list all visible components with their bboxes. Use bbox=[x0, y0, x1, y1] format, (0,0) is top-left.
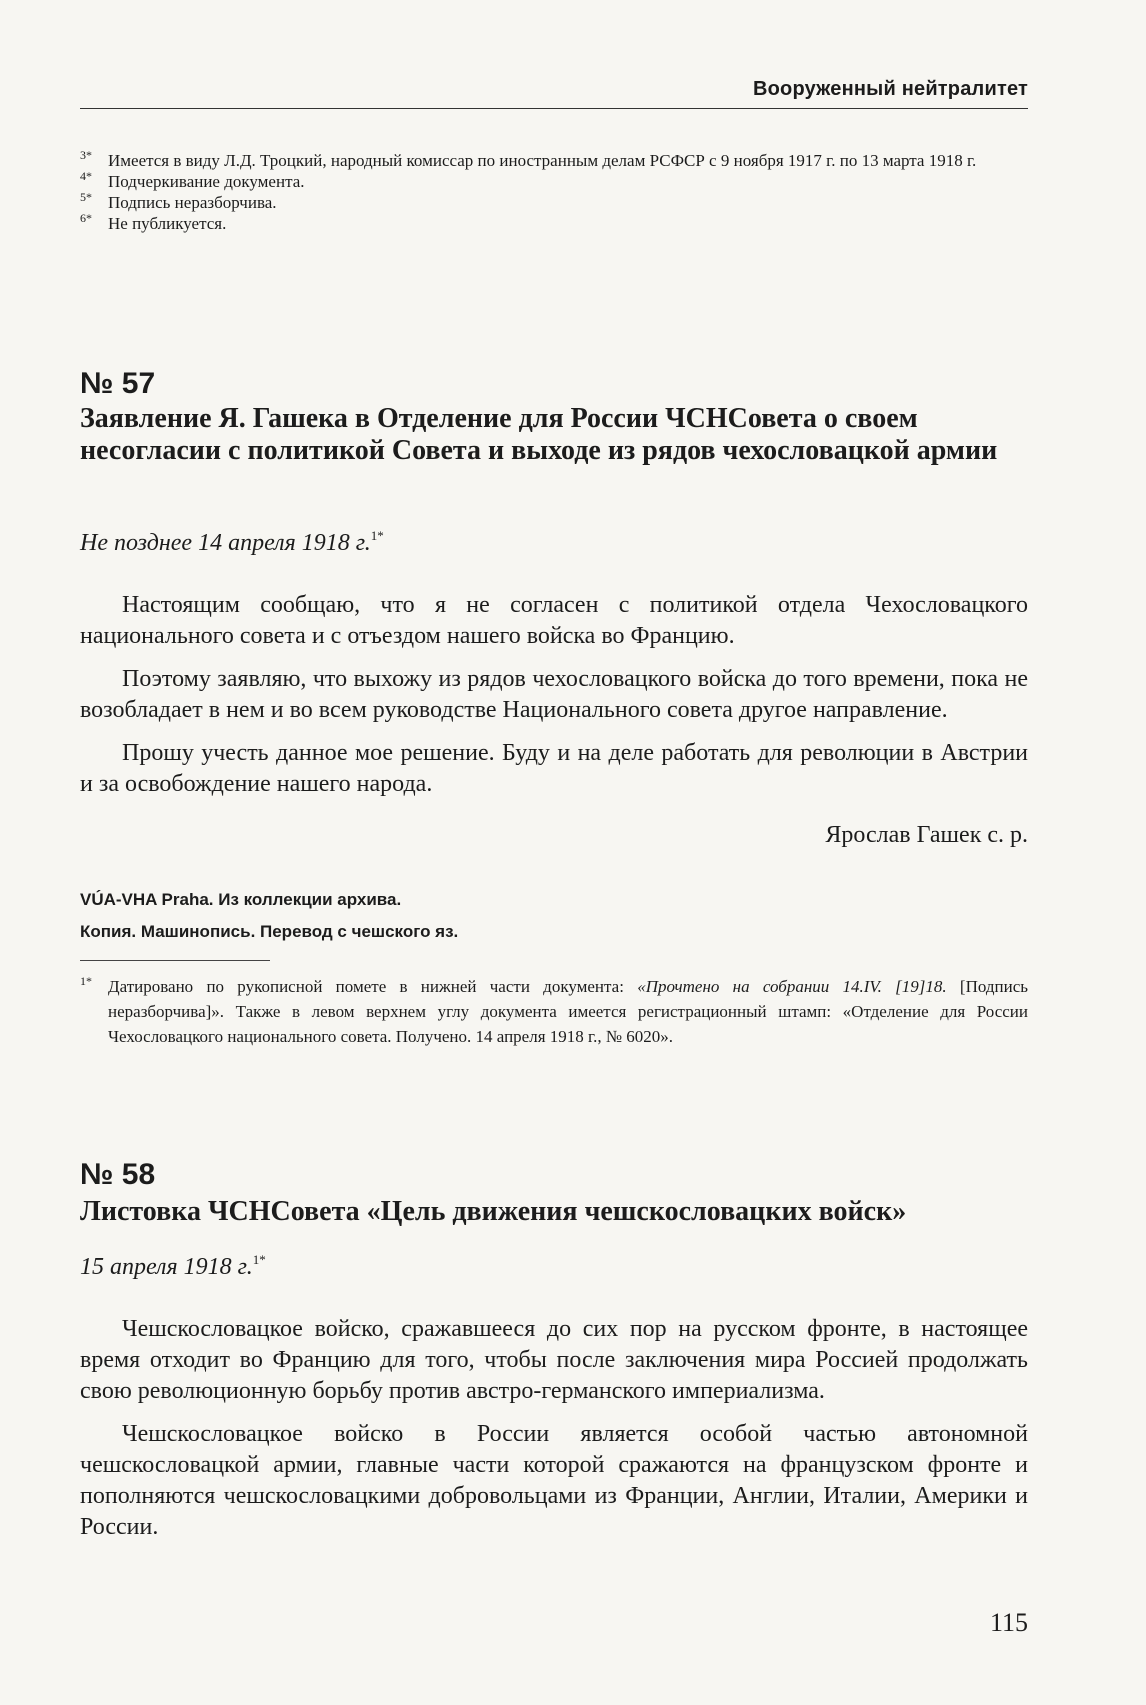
footnote-4 bbox=[80, 171, 1028, 192]
doc58-paragraph-1: Чешскословацкое войско, сражавшееся до сих пор на русском фронте, в настоящее время отходит во Францию для того, чтобы после заключения мира Россией продолжать свою революционную борьбу против австро-германского империализма. bbox=[80, 1316, 1028, 1404]
doc57-archive-source: VÚA-VHA Praha. Из коллекции архива. bbox=[80, 890, 402, 909]
doc58-paragraph-2: Чешскословацкое войско в России является особой частью автономной чешскословацкой армии, главные части которой сражаются на французском фронте и пополняются чешскословацкими добровольцами из Франции, Англии, Италии, Америки и России. bbox=[80, 1421, 1028, 1540]
doc58-date-marker: 1* bbox=[252, 1252, 266, 1267]
footnote-3 bbox=[80, 150, 1028, 171]
footnote-marker: 4* bbox=[80, 169, 92, 183]
footnote-text: Подпись неразборчива. bbox=[108, 193, 277, 212]
footnote-marker: 5* bbox=[80, 190, 92, 204]
footnote-text-1: Датировано по рукописной помете в нижней части документа: bbox=[108, 977, 638, 996]
doc57-date-marker: 1* bbox=[370, 528, 384, 543]
footnote-text-italic: «Прочтено на собрании 14.IV. [19]18. bbox=[637, 977, 947, 996]
doc57-date bbox=[80, 528, 384, 557]
footnote-marker: 6* bbox=[80, 211, 92, 225]
doc57-footnote-1 bbox=[80, 974, 1028, 1049]
doc57-archive-copy: Копия. Машинопись. Перевод с чешского яз. bbox=[80, 922, 459, 941]
doc57-title: Заявление Я. Гашека в Отделение для России ЧСНСовета о своем несогласии с политикой Совета и выходе из рядов чехословацкой армии bbox=[80, 403, 998, 466]
doc58-number: № 58 bbox=[80, 1158, 156, 1191]
doc58-date-text: 15 апреля 1918 г. bbox=[80, 1254, 253, 1280]
page-number: 115 bbox=[989, 1608, 1028, 1637]
footnote-separator bbox=[80, 960, 270, 961]
footnote-marker: 3* bbox=[80, 148, 92, 162]
footnote-6 bbox=[80, 213, 1028, 234]
footnote-marker: 1* bbox=[80, 974, 92, 988]
footnote-text: Имеется в виду Л.Д. Троцкий, народный комиссар по иностранным делам РСФСР с 9 ноября 1917 г. по 13 марта 1918 г. bbox=[108, 151, 977, 170]
footnote-text: Не публикуется. bbox=[108, 214, 227, 233]
doc57-footnotes bbox=[80, 974, 1028, 1049]
doc57-paragraph-3: Прошу учесть данное мое решение. Буду и на деле работать для революции в Австрии и за освобождение нашего народа. bbox=[80, 740, 1028, 797]
footnote-text-2: [Подпись неразборчива]». Также в левом верхнем углу документа имеется регистрационный штамп: «Отделение для России Чехословацкого национального совета. Получено. 14 апреля 1918 г., № 6020». bbox=[108, 977, 1029, 1046]
doc57-number: № 57 bbox=[80, 367, 156, 400]
doc57-paragraph-1: Настоящим сообщаю, что я не согласен с политикой отдела Чехословацкого национального совета и с отъездом нашего войска во Францию. bbox=[80, 592, 1028, 649]
doc58-body bbox=[80, 1314, 1028, 1555]
footnote-5 bbox=[80, 192, 1028, 213]
doc57-paragraph-2: Поэтому заявляю, что выхожу из рядов чехословацкого войска до того времени, пока не возобладает в нем и во всем руководстве Национального совета другое направление. bbox=[80, 666, 1028, 723]
footnote-text: Подчеркивание документа. bbox=[108, 172, 305, 191]
header-rule bbox=[80, 108, 1028, 109]
doc58-date bbox=[80, 1252, 266, 1281]
doc57-date-text: Не позднее 14 апреля 1918 г. bbox=[80, 530, 371, 556]
doc57-signature: Ярослав Гашек с. р. bbox=[825, 822, 1028, 848]
doc57-body bbox=[80, 590, 1028, 812]
top-footnotes bbox=[80, 150, 1028, 234]
doc58-title: Листовка ЧСНСовета «Цель движения чешскословацких войск» bbox=[80, 1196, 907, 1227]
running-head: Вооруженный нейтралитет bbox=[752, 78, 1028, 100]
